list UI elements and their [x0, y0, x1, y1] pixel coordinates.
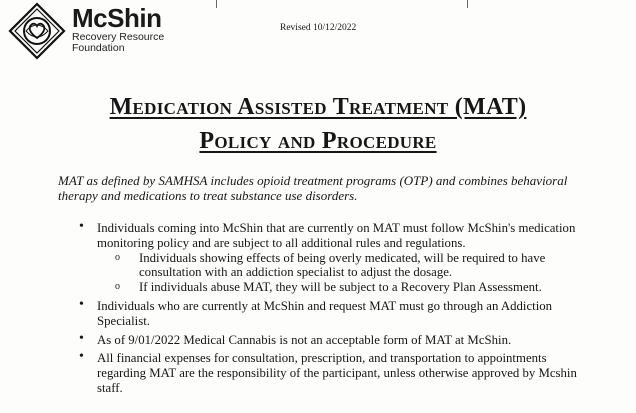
policy-subitem: o Individuals showing effects of being overly medicated, will be required to have consultation with an addiction specialist to adjust the dosage.	[139, 251, 582, 281]
policy-sublist	[97, 251, 582, 295]
document-title: Medication Assisted Treatment (MAT)	[109, 94, 527, 120]
brand	[72, 4, 164, 54]
brand-subtitle-line1: Recovery Resource	[72, 31, 165, 43]
intro-paragraph: MAT as defined by SAMHSA includes opioid treatment programs (OTP) and combines behavioral therapy and medications to treat substance use disorders.	[58, 173, 568, 203]
policy-item	[97, 221, 582, 295]
scan-mark	[216, 0, 217, 8]
policy-item: • Individuals who are currently at McShin and request MAT must go through an Addiction Specialist.	[97, 299, 582, 329]
brand-subtitle-line2: Foundation	[72, 42, 125, 54]
brand-name: McShin	[72, 3, 162, 33]
policy-item: • All financial expenses for consultation, prescription, and transportation to appointments regarding MAT are the responsibility of the participant, unless otherwise approved by Mcshin staff.	[97, 351, 582, 395]
revised-date: Revised 10/12/2022	[280, 23, 357, 33]
policy-subitem: o If individuals abuse MAT, they will be subject to a Recovery Plan Assessment.	[139, 280, 582, 295]
policy-item: • As of 9/01/2022 Medical Cannabis is not an acceptable form of MAT at McShin.	[97, 333, 582, 348]
policy-item-text: Individuals coming into McShin that are currently on MAT must follow McShin's medication monitoring policy and are subject to all additional rules and regulations.	[97, 221, 576, 250]
policy-list	[97, 221, 582, 400]
scan-mark	[467, 0, 468, 8]
document-subtitle: Policy and Procedure	[199, 128, 437, 154]
mcshin-logo-icon	[8, 2, 66, 60]
